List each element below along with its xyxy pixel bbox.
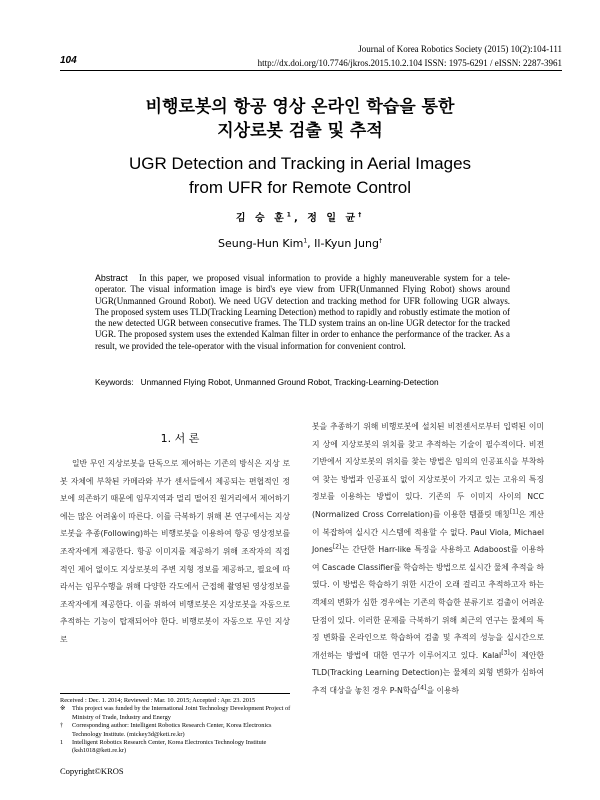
korean-author-1: 김 승 훈 xyxy=(235,213,287,224)
author-affil-mark: 1 xyxy=(303,237,308,245)
footnote-mark: ※ xyxy=(60,705,66,713)
keywords xyxy=(95,377,510,387)
journal-citation: Journal of Korea Robotics Society (2015) 10(2):104-111 xyxy=(358,44,562,54)
header-rule xyxy=(60,70,562,71)
citation-ref: [3] xyxy=(501,649,510,657)
corresponding-mark: † xyxy=(378,237,382,245)
english-author-2: Il-Kyun Jung xyxy=(314,237,379,250)
text-segment: 는 간단한 Harr-like 특징을 사용하고 Adaboost를 이용하여 Cascade Classifier를 학습하는 방법으로 실시간 물체 추적을 하였다. 이 방법은 학습하기 위한 시간이 오래 걸리고 추적하고자 하는 객체의 변화가 심한 경우에는 기존의 학습한 분류기로 검출이 어려운 단점이 있다. 이러한 문제를 극복하기 위해 최근의 연구는 물체의 특징 변화를 온라인으로 학습하여 검출 및 추적의 성능을 실시간으로 개선하는 방법에 대한 연구가 이루어지고 있다. Kalal xyxy=(312,545,544,660)
author-affil-mark: 1 xyxy=(286,211,294,219)
keywords-text: Unmanned Flying Robot, Unmanned Ground Robot, Tracking-Learning-Detection xyxy=(140,377,439,387)
footnote-text: Corresponding author: Intelligent Robotics Research Center, Korea Electronics Technology Institute. (mickey3d@keti.re.kr) xyxy=(72,722,272,738)
section-heading: 1. 서 론 xyxy=(160,432,200,445)
korean-authors xyxy=(0,209,600,224)
citation-ref: [4] xyxy=(417,684,427,692)
korean-author-2: 정 일 균 xyxy=(307,213,359,224)
corresponding-mark: † xyxy=(358,211,365,219)
keywords-label: Keywords: xyxy=(95,377,134,387)
intro-paragraph: 일반 무인 지상로봇을 단독으로 제어하는 기존의 방식은 지상 로봇 자체에 부착된 카메라와 부가 센서들에서 제공되는 편협적인 정보에 의존하기 때문에 임무지역과 멀리 떨어진 원거리에서 제어하기에는 많은 어려움이 따른다. 이를 극복하기 위해 본 연구에서는 지상로봇을 추종(Following)하는 비행로봇을 이용하여 항공 영상정보를 조작자에게 제공한다. 항공 이미지를 제공하기 위해 조작자의 직접적인 제어 없이도 지상로봇의 주변 지형 정보를 제공하고, 필요에 따라서는 임무수행을 위해 다양한 각도에서 근접해 촬영된 영상정보를 조작자에게 제공한다. 이를 위하여 비행로봇은 지상로봇을 자동으로 추적하는 기능이 탑재되어야 한다. 비행로봇이 자동으로 무인 지상 로 xyxy=(60,459,290,644)
abstract-text: In this paper, we proposed visual information to provide a highly maneuverable system for a tele-operator. The visual information image is bird's eye view from UFR(Unmanned Flying Robot) shows around UGR(Unmanned Ground Robot). We need UGV detection and tracking method for UFR following UGR always. The proposed system uses TLD(Tracking Learning Detection) method to rapidly and robustly estimate the motion of the new detected UGR between consecutive frames. The TLD system trains an on-line UGR detector for the tracked UGR. The proposed system uses the extended Kalman filter in order to enhance the performance of the tracker. As a result, we provided the tele-operator with the visual information for convenient control. xyxy=(95,273,510,351)
footnote-text: Intelligent Robotics Research Center, Korea Electronics Technology Institute (ksh1018@keti.re.kr) xyxy=(72,739,267,755)
korean-title xyxy=(0,95,600,143)
doi-issn-line: http://dx.doi.org/10.7746/jkros.2015.10.2.104 ISSN: 1975-6291 / eISSN: 2287-3961 xyxy=(257,58,562,68)
english-title-line1: UGR Detection and Tracking in Aerial Images xyxy=(128,154,472,173)
footnote-text: This project was funded by the International Joint Technology Development Project of Ministry of Trade, Industry and Energy xyxy=(72,705,291,721)
footnote-corresponding xyxy=(60,722,295,739)
korean-title-line2: 지상로봇 검출 및 추적 xyxy=(217,121,383,141)
citation-ref: [2] xyxy=(332,543,342,551)
text-segment: 은 계산이 복잡하여 실시간 시스템에 적용할 수 없다. Paul Viola, Michael Jones xyxy=(312,509,544,555)
journal-header xyxy=(258,42,562,70)
abstract xyxy=(95,273,510,352)
page-number: 104 xyxy=(60,55,77,66)
abstract-label: Abstract xyxy=(95,273,128,283)
left-column xyxy=(60,455,290,649)
english-author-1: Seung-Hun Kim xyxy=(218,237,304,250)
footnote-mark: 1 xyxy=(60,739,64,747)
received-dates: Received : Dec. 1. 2014; Reviewed : Mar. 10. 2015; Accepted : Apr. 23. 2015 xyxy=(60,697,256,704)
intro-paragraph-continued xyxy=(312,418,544,700)
author-separator: , xyxy=(307,237,315,250)
korean-title-line1: 비행로봇의 항공 영상 온라인 학습을 통한 xyxy=(145,97,455,117)
english-title xyxy=(0,152,600,200)
footnotes xyxy=(60,697,295,756)
english-title-line2: from UFR for Remote Control xyxy=(189,178,411,197)
footnote-rule xyxy=(60,693,290,694)
text-segment: 봇을 추종하기 위해 비행로봇에 설치된 비전센서로부터 입력된 이미지 상에 지상로봇의 위치를 찾고 추적하는 기술이 필수적이다. 비전 기반에서 지상로봇의 위치를 찾는 방법은 임의의 인공표식을 부착하여 찾는 방법과 인공표식 없이 지상로봇이 가지고 있는 고유의 특징 정보를 이용하는 방법이 있다. 기존의 두 이미지 사이의 NCC (Normalized Cross Correlation)를 이용한 템플릿 매칭 xyxy=(312,422,544,519)
citation-ref: [1] xyxy=(509,508,519,516)
english-authors xyxy=(0,237,600,250)
footnote-funding xyxy=(60,705,295,722)
text-segment: 을 이용하 xyxy=(426,685,460,695)
copyright: Copyright©KROS xyxy=(60,766,124,776)
author-separator: , xyxy=(293,213,308,224)
text-segment: 이 제안한 TLD(Tracking Learning Detection)는 물체의 외형 변화가 심하여 추적 대상을 놓친 경우 P-N학습 xyxy=(312,650,544,695)
right-column xyxy=(312,418,544,700)
footnote-mark: † xyxy=(60,722,64,730)
footnote-affiliation xyxy=(60,739,295,756)
